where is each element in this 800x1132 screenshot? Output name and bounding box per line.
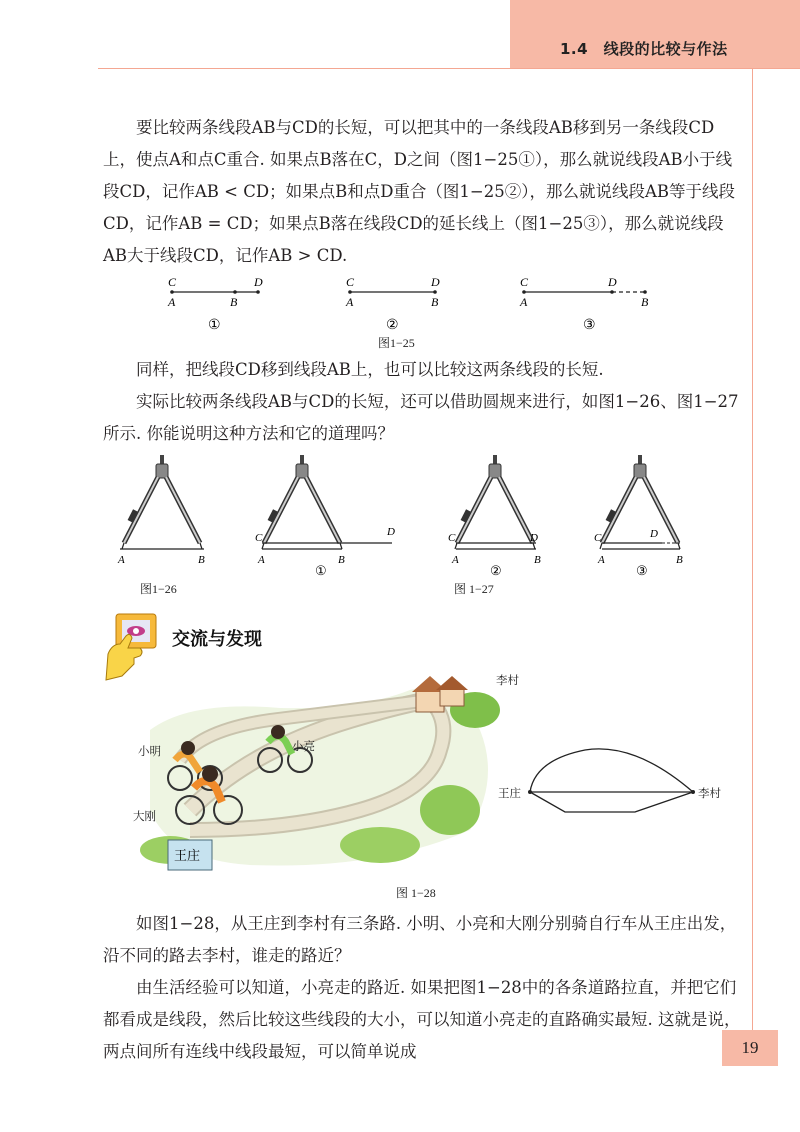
fig126-caption: 图1−26 <box>140 582 177 596</box>
fig127-caption: 图 1−27 <box>454 582 494 596</box>
fig126-label-a: A <box>118 554 125 566</box>
compass-fig127-1 <box>255 455 395 578</box>
fig125-1-label-a: A <box>168 295 176 309</box>
figure-compasses <box>110 455 710 585</box>
paragraph-1: 要比较两条线段AB与CD的长短，可以把其中的一条线段AB移到另一条线段CD上，使点A和点C重合. 如果点B落在C，D之间（图1−25①），那么就说线段AB小于线段CD，记作AB < CD；如果点B和点D重合（图1−25②），那么就说线段AB等于线段CD，记作AB = CD；如果点B落在线段CD的延长线上（图1−25③），那么就说线段AB大于线段CD，记作AB > CD. <box>103 118 736 265</box>
fig125-2-label-b: B <box>431 295 439 309</box>
fig125-sub-3: ③ <box>583 318 596 333</box>
fig127-3-label-a: A <box>598 554 605 566</box>
paragraph-2: 同样，把线段CD移到线段AB上，也可以比较这两条线段的长短. <box>136 360 604 379</box>
fig125-3-label-c: C <box>520 275 529 289</box>
fig126-label-b: B <box>198 554 205 566</box>
fig125-diagram-2 <box>345 275 440 333</box>
fig125-3-label-a: A <box>520 295 528 309</box>
fig127-2-label-c: C <box>448 532 456 544</box>
header-rule <box>98 68 800 69</box>
fig125-2-label-c: C <box>346 275 355 289</box>
fig128-diagram-label-wangzhuang: 王庄 <box>498 786 521 800</box>
fig125-3-label-d: D <box>608 275 617 289</box>
fig125-sub-1: ① <box>208 318 221 333</box>
fig128-label-xiaoliang: 小亮 <box>292 739 315 753</box>
fig125-1-label-d: D <box>254 275 263 289</box>
compass-fig126 <box>117 455 205 566</box>
paragraph-4: 如图1−28，从王庄到李村有三条路. 小明、小亮和大刚分别骑自行车从王庄出发，沿不同的路去李村，谁走的路近？ <box>103 914 737 965</box>
fig125-1-label-c: C <box>168 275 177 289</box>
exchange-section-title: 交流与发现 <box>172 629 262 650</box>
compass-fig127-3 <box>594 455 683 578</box>
fig125-diagram-3 <box>519 275 649 333</box>
fig127-sub-3: ③ <box>636 563 648 578</box>
fig127-1-label-a: A <box>258 554 265 566</box>
compass-fig127-2 <box>448 455 541 578</box>
page-number: 19 <box>722 1030 778 1066</box>
fig125-caption: 图1−25 <box>378 336 415 350</box>
fig125-2-label-a: A <box>346 295 354 309</box>
fig127-3-label-b: B <box>676 554 683 566</box>
fig128-sign-wangzhuang: 王庄 <box>174 848 201 863</box>
fig127-2-label-a: A <box>452 554 459 566</box>
fig125-diagram-1 <box>167 275 263 333</box>
fig127-sub-1: ① <box>315 563 327 578</box>
figure-1-28-illustration <box>130 660 510 880</box>
fig128-diagram-label-licun: 李村 <box>698 786 721 800</box>
fig128-label-dagang: 大刚 <box>133 809 156 823</box>
fig127-3-label-d: D <box>650 528 658 540</box>
paragraph-5: 由生活经验可以知道，小亮走的路近. 如果把图1−28中的各条道路拉直，并把它们都看成是线段，然后比较这些线段的大小，可以知道小亮走的直路确实最短. 这就是说，两点间所有连线中线段最短，可以简单说成 <box>103 978 741 1061</box>
fig125-3-label-b: B <box>641 295 649 309</box>
paragraph-3: 实际比较两条线段AB与CD的长短，还可以借助圆规来进行，如图1−26、图1−27所示. 你能说明这种方法和它的道理吗？ <box>103 392 739 443</box>
fig127-2-label-d: D <box>530 532 538 544</box>
fig125-1-label-b: B <box>230 295 238 309</box>
fig127-1-label-b: B <box>338 554 345 566</box>
fig125-2-label-d: D <box>431 275 440 289</box>
section-header-title: 1.4 线段的比较与作法 <box>560 40 728 58</box>
fig128-label-licun: 李村 <box>496 673 519 687</box>
fig128-caption: 图 1−28 <box>396 886 436 900</box>
side-rule <box>752 68 753 1048</box>
fig127-1-label-d: D <box>387 526 395 538</box>
fig127-3-label-c: C <box>594 532 602 544</box>
fig125-sub-2: ② <box>386 318 399 333</box>
fig128-label-xiaoming: 小明 <box>138 744 161 758</box>
fig127-sub-2: ② <box>490 563 502 578</box>
fig127-1-label-c: C <box>255 532 263 544</box>
figure-1-28-paths-diagram <box>525 740 705 820</box>
fig127-2-label-b: B <box>534 554 541 566</box>
